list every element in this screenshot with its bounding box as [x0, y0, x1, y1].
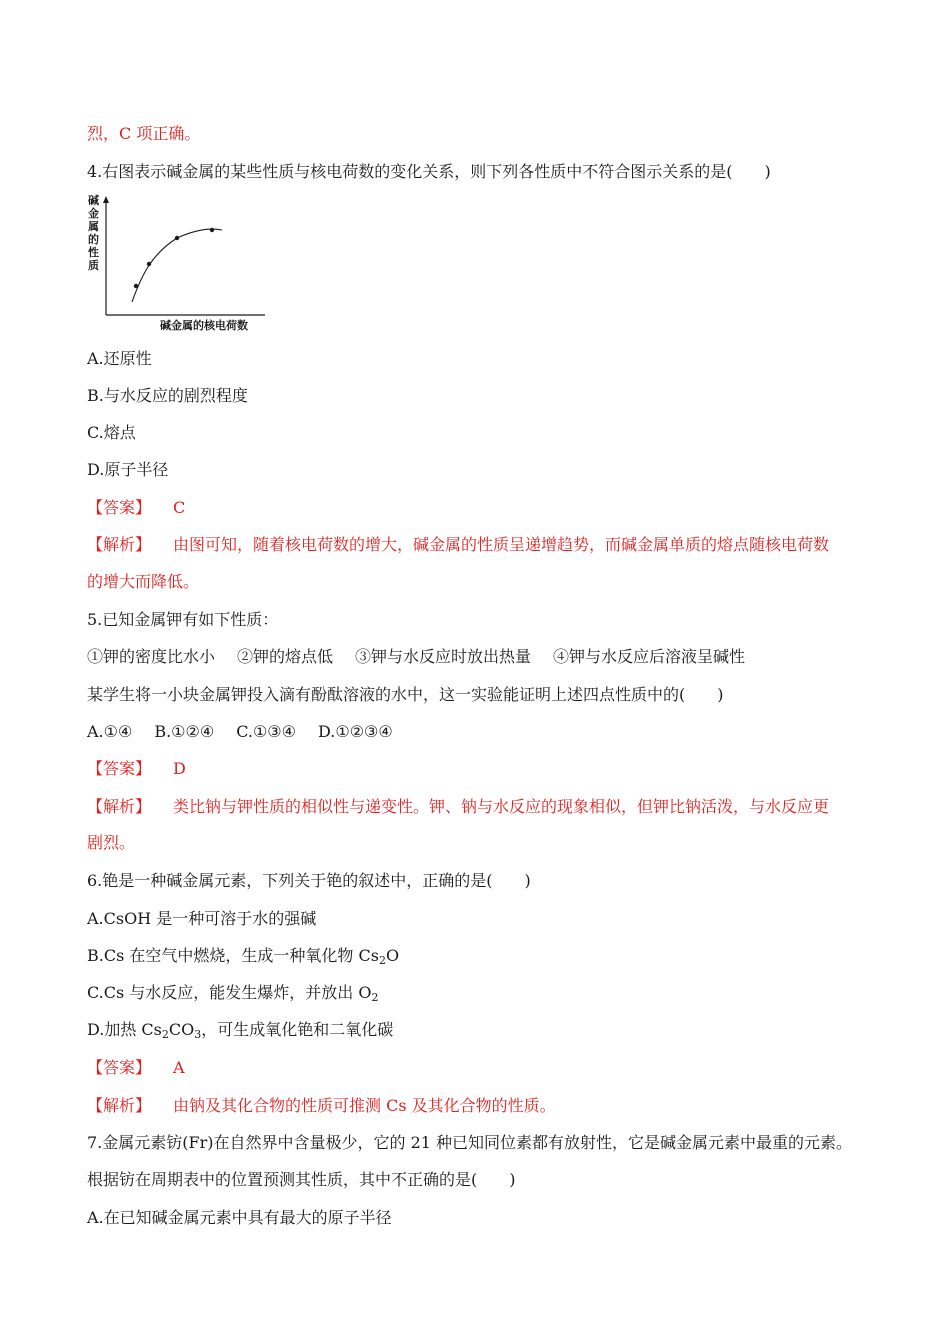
q6-option-c-text: C.Cs 与水反应，能发生爆炸，并放出 O: [87, 983, 372, 1002]
continuation-text: 烈，C 项正确。: [87, 124, 201, 143]
answer-tag: 【答案】: [87, 759, 152, 778]
q6-analysis: [87, 1096, 556, 1116]
chart-x-label: 碱金属的核电荷数: [160, 319, 248, 332]
q6-option-d-text: D.加热 Cs: [87, 1020, 162, 1039]
q5-prop: ④钾与水反应后溶液呈碱性: [553, 647, 746, 666]
q6-option-b: [87, 946, 399, 966]
answer-tag: 【答案】: [87, 498, 152, 517]
analysis-text: 类比钠与钾性质的相似性与递变性。钾、钠与水反应的现象相似，但钾比钠活泼，与水反应更: [173, 797, 830, 816]
q5-prop: ②钾的熔点低: [237, 647, 334, 666]
chart-y-arrow: [103, 196, 109, 203]
chart-point: [210, 228, 214, 232]
q4-option-c: C.熔点: [87, 423, 136, 442]
chart-point: [134, 284, 138, 288]
q5-answer: [87, 759, 186, 779]
q6-stem: 6.铯是一种碱金属元素，下列关于铯的叙述中，正确的是( ): [87, 871, 531, 890]
answer-value: C: [173, 498, 186, 517]
q6-option-b-tail: O: [385, 946, 400, 965]
q5-stem: 5.已知金属钾有如下性质：: [87, 610, 279, 629]
subscript: 3: [194, 1028, 202, 1041]
q5-props: [87, 647, 745, 667]
answer-tag: 【答案】: [87, 1058, 152, 1077]
subscript: 2: [371, 991, 379, 1004]
q5-stem2: 某学生将一小块金属钾投入滴有酚酞溶液的水中，这一实验能证明上述四点性质中的( ): [87, 685, 724, 704]
q5-analysis: [87, 797, 829, 817]
answer-value: A: [173, 1058, 185, 1077]
q7-stem: 7.金属元素钫(Fr)在自然界中含量极少，它的 21 种已知同位素都有放射性，它是碱金属元素中最重的元素。: [87, 1133, 853, 1152]
analysis-text: 由图可知，随着核电荷数的增大，碱金属的性质呈递增趋势，而碱金属单质的熔点随核电荷数: [173, 535, 830, 554]
q5-option-d: D.①②③④: [318, 722, 393, 741]
q7-stem-cont: 根据钫在周期表中的位置预测其性质，其中不正确的是( ): [87, 1170, 516, 1189]
subscript: 2: [378, 954, 386, 967]
q4-option-b: B.与水反应的剧烈程度: [87, 386, 248, 405]
answer-value: D: [173, 759, 186, 778]
q5-option-a: A.①④: [87, 722, 133, 741]
q6-option-d-tail: ，可生成氧化铯和二氧化碳: [201, 1020, 394, 1039]
q4-analysis-cont: 的增大而降低。: [87, 572, 200, 591]
q6-option-c: [87, 983, 379, 1003]
q5-option-b: B.①②④: [154, 722, 215, 741]
analysis-tag: 【解析】: [87, 535, 152, 554]
q6-option-d: [87, 1020, 393, 1040]
q5-option-c: C.①③④: [236, 722, 296, 741]
q4-chart: [87, 194, 287, 334]
q7-option-a: A.在已知碱金属元素中具有最大的原子半径: [87, 1208, 392, 1227]
q6-option-b-text: B.Cs 在空气中燃烧，生成一种氧化物 Cs: [87, 946, 379, 965]
q4-option-a: A.还原性: [87, 349, 152, 368]
subscript: 2: [161, 1028, 169, 1041]
chart-point: [147, 262, 151, 266]
q4-analysis: [87, 535, 829, 555]
q5-prop: ①钾的密度比水小: [87, 647, 216, 666]
q6-option-d-mid: CO: [168, 1020, 195, 1039]
analysis-tag: 【解析】: [87, 1096, 152, 1115]
q5-prop: ③钾与水反应时放出热量: [355, 647, 532, 666]
q4-stem: 4.右图表示碱金属的某些性质与核电荷数的变化关系，则下列各性质中不符合图示关系的是( ): [87, 162, 771, 181]
analysis-tag: 【解析】: [87, 797, 152, 816]
q4-answer: [87, 498, 185, 518]
analysis-text: 由钠及其化合物的性质可推测 Cs 及其化合物的性质。: [173, 1096, 556, 1115]
q5-analysis-cont: 剧烈。: [87, 833, 136, 852]
chart-point: [175, 236, 179, 240]
q5-options: [87, 722, 393, 742]
q4-option-d: D.原子半径: [87, 460, 169, 479]
chart-y-label: 碱 金 属 的 性 质: [88, 194, 99, 272]
q6-answer: [87, 1058, 185, 1078]
q6-option-a: A.CsOH 是一种可溶于水的强碱: [87, 909, 317, 928]
